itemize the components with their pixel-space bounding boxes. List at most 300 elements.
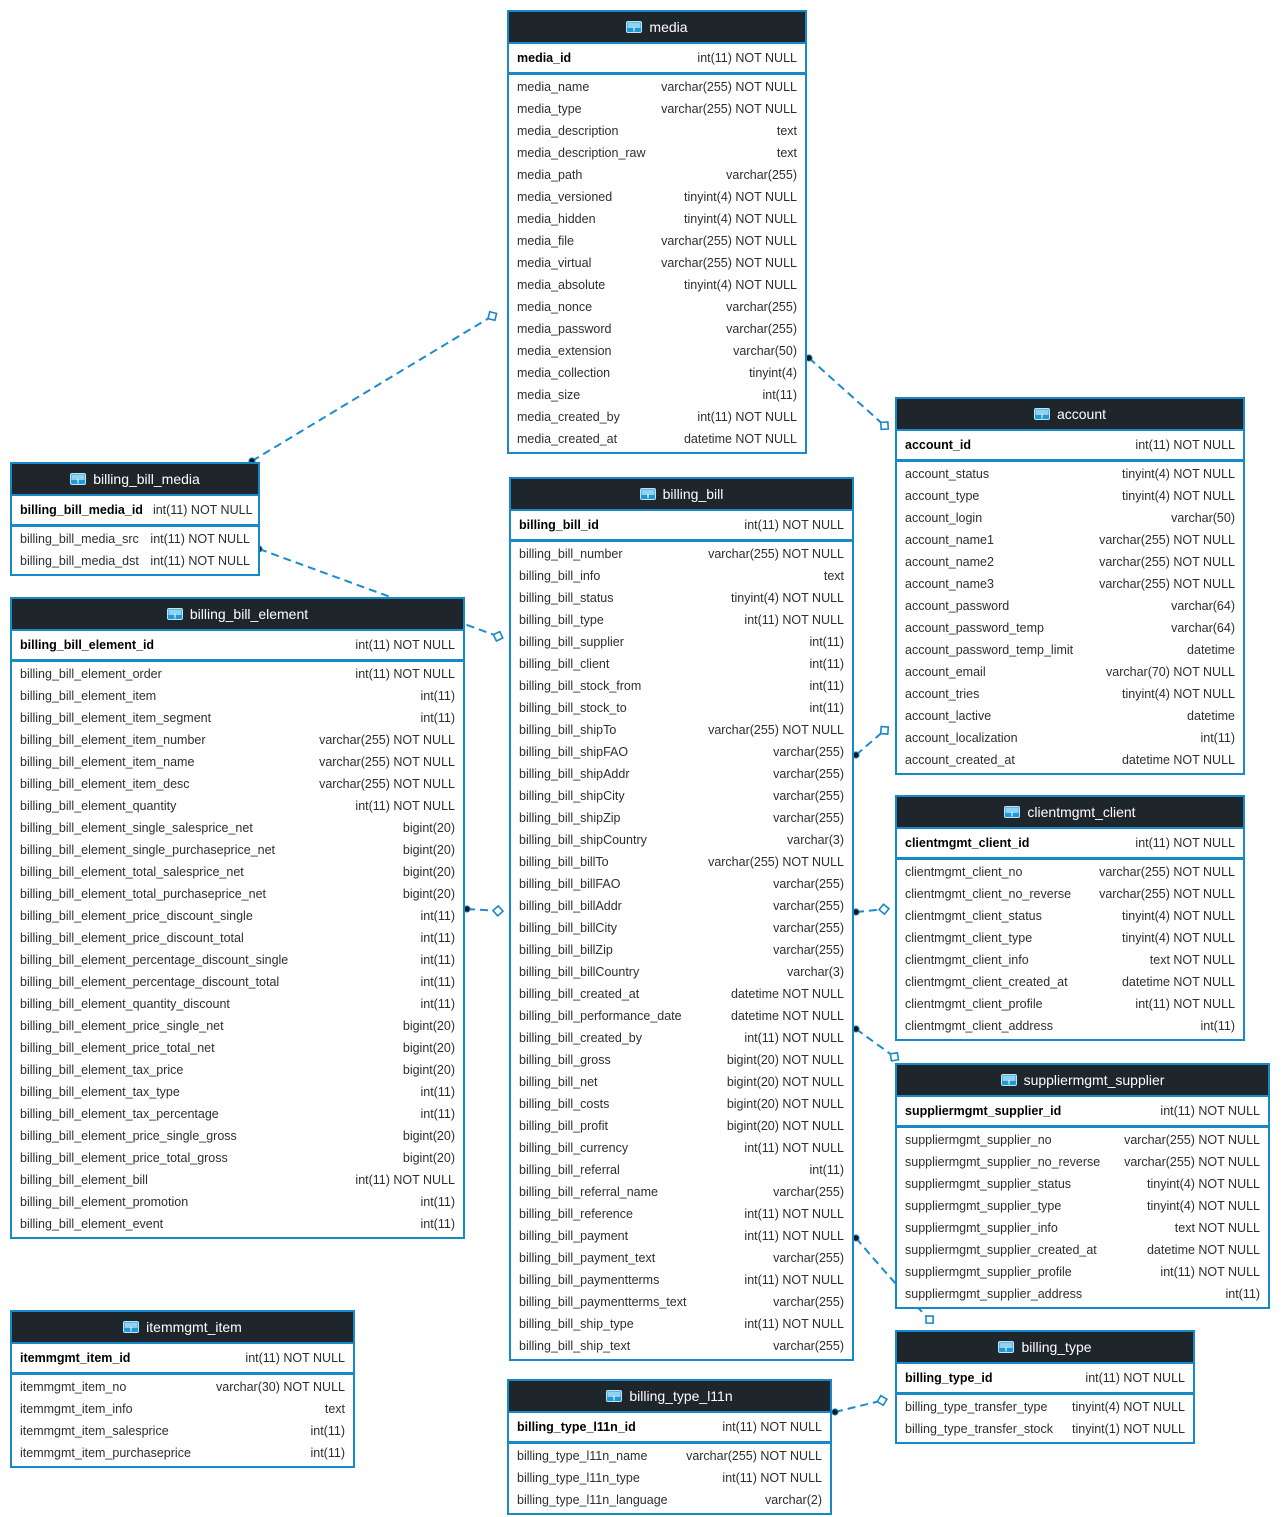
field-name: billing_bill_created_at [519,987,640,1001]
field-type: int(11) [809,657,844,671]
relation-billing_bill_element-billing_bill[interactable] [467,909,500,911]
field-row-clientmgmt_client_type[interactable] [897,927,1243,949]
field-type: int(11) NOT NULL [744,1141,844,1155]
pk-row-billing_type_id[interactable] [897,1364,1193,1395]
field-type: bigint(20) [402,843,455,857]
field-name: billing_bill_element_quantity [20,799,177,813]
field-type: varchar(64) [1171,621,1235,635]
field-type: int(11) NOT NULL [355,667,455,681]
field-row-account_password_temp_limit[interactable] [897,639,1243,661]
field-row-billing_bill_created_at[interactable] [511,983,852,1005]
field-name: billing_type_id [905,1371,993,1385]
field-name: billing_bill_element_price_discount_single [20,909,253,923]
field-name: account_tries [905,687,980,701]
field-row-billing_bill_billZip[interactable] [511,939,852,961]
field-row-account_email[interactable] [897,661,1243,683]
field-row-clientmgmt_client_created_at[interactable] [897,971,1243,993]
field-type: int(11) NOT NULL [744,613,844,627]
field-type: datetime NOT NULL [1146,1243,1260,1257]
field-type: varchar(255) NOT NULL [319,733,455,747]
field-row-media_description[interactable] [509,120,805,142]
field-row-media_password[interactable] [509,318,805,340]
field-row-account_login[interactable] [897,507,1243,529]
field-type: int(11) NOT NULL [245,1351,345,1365]
field-name: account_lactive [905,709,992,723]
table-header-billing_type[interactable] [897,1332,1193,1364]
table-icon [167,608,183,620]
field-name: billing_bill_element_item_desc [20,777,190,791]
field-name: billing_bill_shipFAO [519,745,629,759]
field-row-billing_bill_supplier[interactable] [511,631,852,653]
field-type: varchar(255) [726,300,797,314]
field-name: billing_bill_created_by [519,1031,642,1045]
field-name: suppliermgmt_supplier_info [905,1221,1058,1235]
field-name: billing_bill_status [519,591,614,605]
field-row-billing_bill_element_item_segment[interactable] [12,707,463,729]
field-type: bigint(20) NOT NULL [726,1053,844,1067]
field-row-billing_bill_shipCity[interactable] [511,785,852,807]
field-row-billing_type_transfer_type[interactable] [897,1396,1193,1418]
field-type: datetime NOT NULL [683,432,797,446]
field-row-clientmgmt_client_address[interactable] [897,1015,1243,1037]
field-row-suppliermgmt_supplier_address[interactable] [897,1283,1268,1305]
field-name: billing_bill_info [519,569,601,583]
field-name: account_name2 [905,555,994,569]
field-name: itemmgmt_item_info [20,1402,133,1416]
field-row-billing_bill_element_tax_type[interactable] [12,1081,463,1103]
field-row-billing_bill_client[interactable] [511,653,852,675]
field-name: billing_bill_billZip [519,943,613,957]
field-type: bigint(20) [402,865,455,879]
field-row-account_name1[interactable] [897,529,1243,551]
field-row-media_nonce[interactable] [509,296,805,318]
field-name: clientmgmt_client_info [905,953,1029,967]
field-name: media_extension [517,344,612,358]
field-row-billing_bill_media_src[interactable] [12,528,258,550]
field-name: billing_bill_element_total_salesprice_net [20,865,244,879]
field-row-billing_bill_element_price_single_net[interactable] [12,1015,463,1037]
pk-row-billing_bill_element_id[interactable] [12,631,463,662]
field-row-billing_bill_paymentterms_text[interactable] [511,1291,852,1313]
table-fields [511,542,852,1359]
field-row-billing_bill_stock_to[interactable] [511,697,852,719]
field-row-billing_bill_element_order[interactable] [12,663,463,685]
field-row-billing_bill_shipTo[interactable] [511,719,852,741]
field-name: billing_bill_id [519,518,599,532]
field-name: media_path [517,168,583,182]
field-type: text NOT NULL [1149,953,1235,967]
field-row-billing_bill_stock_from[interactable] [511,675,852,697]
field-type: varchar(255) [773,1295,844,1309]
field-row-media_collection[interactable] [509,362,805,384]
field-row-media_path[interactable] [509,164,805,186]
field-type: int(11) NOT NULL [150,554,250,568]
field-row-billing_bill_costs[interactable] [511,1093,852,1115]
field-type: bigint(20) NOT NULL [726,1119,844,1133]
table-header-billing_bill_element[interactable] [12,599,463,631]
field-name: billing_bill_element_tax_type [20,1085,180,1099]
field-row-suppliermgmt_supplier_profile[interactable] [897,1261,1268,1283]
field-name: media_created_at [517,432,618,446]
field-row-billing_bill_number[interactable] [511,543,852,565]
field-row-suppliermgmt_supplier_no[interactable] [897,1129,1268,1151]
pk-row-account_id[interactable] [897,431,1243,462]
field-row-billing_bill_type[interactable] [511,609,852,631]
field-row-billing_bill_element_total_salesprice_net[interactable] [12,861,463,883]
field-row-billing_bill_element_single_salesprice_net[interactable] [12,817,463,839]
field-type: varchar(255) NOT NULL [708,547,844,561]
field-row-media_created_at[interactable] [509,428,805,450]
field-type: int(11) NOT NULL [722,1471,822,1485]
field-type: varchar(255) NOT NULL [1099,887,1235,901]
table-header-billing_bill[interactable] [511,479,852,511]
field-row-suppliermgmt_supplier_created_at[interactable] [897,1239,1268,1261]
pk-row-itemmgmt_item_id[interactable] [12,1344,353,1375]
relation-billing_type_l11n-billing_type[interactable] [835,1400,884,1412]
field-row-billing_bill_payment_text[interactable] [511,1247,852,1269]
field-row-suppliermgmt_supplier_status[interactable] [897,1173,1268,1195]
field-row-clientmgmt_client_no_reverse[interactable] [897,883,1243,905]
field-row-account_name2[interactable] [897,551,1243,573]
field-row-itemmgmt_item_info[interactable] [12,1398,353,1420]
field-type: varchar(255) NOT NULL [319,777,455,791]
field-row-itemmgmt_item_purchaseprice[interactable] [12,1442,353,1464]
table-icon [606,1390,622,1402]
field-row-billing_bill_referral_name[interactable] [511,1181,852,1203]
field-name: billing_bill_shipAddr [519,767,630,781]
field-type: datetime [1187,643,1235,657]
field-type: varchar(255) NOT NULL [1099,555,1235,569]
field-row-billing_bill_billCity[interactable] [511,917,852,939]
field-name: clientmgmt_client_no_reverse [905,887,1072,901]
field-type: tinyint(4) [749,366,797,380]
field-type: tinyint(4) NOT NULL [684,190,797,204]
field-name: media_file [517,234,574,248]
field-type: varchar(50) [733,344,797,358]
field-type: varchar(255) NOT NULL [661,102,797,116]
field-row-billing_type_transfer_stock[interactable] [897,1418,1193,1440]
field-row-media_name[interactable] [509,76,805,98]
field-row-billing_bill_payment[interactable] [511,1225,852,1247]
field-row-media_versioned[interactable] [509,186,805,208]
field-row-media_description_raw[interactable] [509,142,805,164]
field-row-billing_bill_paymentterms[interactable] [511,1269,852,1291]
field-type: tinyint(4) NOT NULL [1072,1400,1185,1414]
field-row-media_virtual[interactable] [509,252,805,274]
field-row-billing_bill_billTo[interactable] [511,851,852,873]
field-name: account_email [905,665,986,679]
field-name: account_created_at [905,753,1015,767]
field-name: billing_bill_performance_date [519,1009,682,1023]
field-row-billing_bill_ship_type[interactable] [511,1313,852,1335]
pk-row-billing_bill_id[interactable] [511,511,852,542]
field-row-billing_bill_created_by[interactable] [511,1027,852,1049]
field-row-billing_bill_element_quantity_discount[interactable] [12,993,463,1015]
field-row-account_status[interactable] [897,463,1243,485]
table-suppliermgmt_supplier[interactable] [895,1063,1270,1309]
field-row-account_tries[interactable] [897,683,1243,705]
field-type: text [776,124,797,138]
field-row-media_extension[interactable] [509,340,805,362]
field-type: int(11) [420,711,455,725]
field-name: billing_bill_element_tax_percentage [20,1107,219,1121]
field-row-billing_bill_reference[interactable] [511,1203,852,1225]
pk-row-clientmgmt_client_id[interactable] [897,829,1243,860]
pk-row-billing_type_l11n_id[interactable] [509,1413,830,1444]
field-name: suppliermgmt_supplier_profile [905,1265,1072,1279]
field-type: int(11) NOT NULL [1135,836,1235,850]
field-name: billing_bill_type [519,613,604,627]
field-name: billing_bill_media_src [20,532,139,546]
field-name: billing_bill_shipTo [519,723,617,737]
field-row-billing_bill_media_dst[interactable] [12,550,258,572]
field-type: varchar(255) [773,1251,844,1265]
field-name: media_type [517,102,582,116]
field-row-billing_bill_element_bill[interactable] [12,1169,463,1191]
field-type: varchar(70) NOT NULL [1106,665,1235,679]
field-row-billing_bill_element_price_discount_total[interactable] [12,927,463,949]
field-type: int(11) NOT NULL [355,638,455,652]
table-billing_bill_element[interactable] [10,597,465,1239]
field-row-account_localization[interactable] [897,727,1243,749]
field-name: account_type [905,489,980,503]
field-row-billing_bill_element_item_number[interactable] [12,729,463,751]
field-row-account_password_temp[interactable] [897,617,1243,639]
relation-billing_bill_media-media[interactable] [252,315,494,461]
field-row-media_size[interactable] [509,384,805,406]
field-name: billing_bill_billTo [519,855,609,869]
field-row-billing_bill_shipZip[interactable] [511,807,852,829]
table-title: billing_bill_media [93,471,200,487]
field-name: account_login [905,511,983,525]
field-row-billing_bill_element_price_single_gross[interactable] [12,1125,463,1147]
field-row-suppliermgmt_supplier_info[interactable] [897,1217,1268,1239]
field-row-billing_bill_referral[interactable] [511,1159,852,1181]
field-name: account_status [905,467,990,481]
field-name: media_virtual [517,256,592,270]
field-row-billing_bill_element_event[interactable] [12,1213,463,1235]
field-name: account_name1 [905,533,994,547]
field-row-billing_bill_element_tax_percentage[interactable] [12,1103,463,1125]
field-row-billing_bill_element_quantity[interactable] [12,795,463,817]
field-type: int(11) [809,1163,844,1177]
field-row-billing_bill_status[interactable] [511,587,852,609]
field-name: media_versioned [517,190,613,204]
field-row-billing_bill_gross[interactable] [511,1049,852,1071]
field-row-billing_bill_billFAO[interactable] [511,873,852,895]
field-row-account_type[interactable] [897,485,1243,507]
table-title: billing_bill_element [189,606,309,622]
field-row-clientmgmt_client_info[interactable] [897,949,1243,971]
field-row-billing_bill_performance_date[interactable] [511,1005,852,1027]
field-type: varchar(255) [773,1339,844,1353]
field-row-billing_bill_element_tax_price[interactable] [12,1059,463,1081]
field-name: billing_bill_shipZip [519,811,621,825]
field-name: account_password_temp [905,621,1044,635]
field-name: billing_type_l11n_type [517,1471,640,1485]
field-type: int(11) [310,1446,345,1460]
field-row-media_created_by[interactable] [509,406,805,428]
field-name: billing_bill_payment_text [519,1251,656,1265]
table-billing_type[interactable] [895,1330,1195,1444]
table-header-media[interactable] [509,12,805,44]
relation-billing_bill-suppliermgmt_supplier[interactable] [856,1029,896,1058]
relation-billing_bill-clientmgmt_client[interactable] [856,909,886,912]
field-type: varchar(255) [773,767,844,781]
field-type: varchar(255) [773,899,844,913]
field-type: varchar(255) [773,745,844,759]
table-icon [626,21,642,33]
relation-media-account[interactable] [809,358,886,427]
field-type: int(11) NOT NULL [1085,1371,1185,1385]
table-itemmgmt_item[interactable] [10,1310,355,1468]
field-name: account_password [905,599,1010,613]
field-row-billing_bill_element_single_purchaseprice_net[interactable] [12,839,463,861]
field-row-billing_bill_element_percentage_discount_total[interactable] [12,971,463,993]
field-row-billing_bill_element_price_total_net[interactable] [12,1037,463,1059]
field-row-billing_type_l11n_name[interactable] [509,1445,830,1467]
field-row-billing_bill_element_promotion[interactable] [12,1191,463,1213]
field-name: billing_bill_shipCity [519,789,625,803]
table-header-billing_type_l11n[interactable] [509,1381,830,1413]
table-icon [640,488,656,500]
field-name: media_name [517,80,590,94]
field-row-media_file[interactable] [509,230,805,252]
table-media[interactable] [507,10,807,454]
field-type: tinyint(4) NOT NULL [731,591,844,605]
field-row-billing_bill_billAddr[interactable] [511,895,852,917]
field-row-billing_bill_info[interactable] [511,565,852,587]
field-row-billing_bill_shipAddr[interactable] [511,763,852,785]
field-row-media_hidden[interactable] [509,208,805,230]
field-name: billing_bill_element_item_number [20,733,206,747]
field-row-billing_bill_profit[interactable] [511,1115,852,1137]
table-title: media [649,19,688,35]
table-clientmgmt_client[interactable] [895,795,1245,1041]
field-name: clientmgmt_client_address [905,1019,1053,1033]
field-name: billing_bill_client [519,657,610,671]
field-name: billing_bill_element_price_total_net [20,1041,215,1055]
field-type: int(11) NOT NULL [697,410,797,424]
field-row-itemmgmt_item_salesprice[interactable] [12,1420,353,1442]
field-name: media_id [517,51,572,65]
field-row-billing_bill_element_price_total_gross[interactable] [12,1147,463,1169]
table-header-billing_bill_media[interactable] [12,464,258,496]
field-row-clientmgmt_client_status[interactable] [897,905,1243,927]
field-row-billing_bill_currency[interactable] [511,1137,852,1159]
field-type: int(11) NOT NULL [744,1273,844,1287]
field-name: billing_bill_stock_to [519,701,627,715]
field-row-billing_bill_shipFAO[interactable] [511,741,852,763]
field-name: billing_bill_element_promotion [20,1195,189,1209]
pk-row-suppliermgmt_supplier_id[interactable] [897,1097,1268,1128]
field-type: varchar(3) [787,833,844,847]
field-name: itemmgmt_item_salesprice [20,1424,169,1438]
field-row-media_type[interactable] [509,98,805,120]
table-title: billing_bill [662,486,724,502]
field-type: varchar(255) NOT NULL [661,80,797,94]
field-row-account_name3[interactable] [897,573,1243,595]
field-row-billing_bill_shipCountry[interactable] [511,829,852,851]
field-row-billing_bill_net[interactable] [511,1071,852,1093]
field-row-billing_bill_element_item[interactable] [12,685,463,707]
field-type: int(11) [420,1195,455,1209]
field-row-suppliermgmt_supplier_type[interactable] [897,1195,1268,1217]
field-row-billing_bill_element_price_discount_single[interactable] [12,905,463,927]
field-type: varchar(255) NOT NULL [686,1449,822,1463]
field-row-billing_bill_element_item_name[interactable] [12,751,463,773]
field-name: billing_bill_reference [519,1207,633,1221]
field-name: media_absolute [517,278,606,292]
field-row-account_lactive[interactable] [897,705,1243,727]
table-account[interactable] [895,397,1245,775]
field-name: billing_bill_element_item [20,689,157,703]
field-name: clientmgmt_client_profile [905,997,1043,1011]
field-type: varchar(255) NOT NULL [708,855,844,869]
table-billing_bill[interactable] [509,477,854,1361]
table-billing_bill_media[interactable] [10,462,260,576]
field-row-itemmgmt_item_no[interactable] [12,1376,353,1398]
field-name: billing_bill_element_quantity_discount [20,997,230,1011]
field-type: int(11) [809,679,844,693]
field-row-media_absolute[interactable] [509,274,805,296]
field-type: datetime NOT NULL [730,1009,844,1023]
field-row-suppliermgmt_supplier_no_reverse[interactable] [897,1151,1268,1173]
field-row-account_password[interactable] [897,595,1243,617]
field-type: int(11) NOT NULL [744,518,844,532]
field-row-billing_type_l11n_type[interactable] [509,1467,830,1489]
field-row-billing_bill_element_total_purchaseprice_net[interactable] [12,883,463,905]
field-row-clientmgmt_client_profile[interactable] [897,993,1243,1015]
field-row-billing_bill_element_item_desc[interactable] [12,773,463,795]
table-header-clientmgmt_client[interactable] [897,797,1243,829]
field-type: int(11) [420,909,455,923]
table-fields [509,1444,830,1513]
table-title: suppliermgmt_supplier [1023,1072,1165,1088]
field-name: clientmgmt_client_no [905,865,1023,879]
table-header-account[interactable] [897,399,1243,431]
field-type: datetime NOT NULL [1121,975,1235,989]
table-icon [1001,1074,1017,1086]
field-row-billing_type_l11n_language[interactable] [509,1489,830,1511]
field-type: tinyint(4) NOT NULL [684,278,797,292]
field-name: billing_bill_referral [519,1163,620,1177]
field-row-billing_bill_ship_text[interactable] [511,1335,852,1357]
field-row-account_created_at[interactable] [897,749,1243,771]
table-header-suppliermgmt_supplier[interactable] [897,1065,1268,1097]
field-name: billing_bill_payment [519,1229,629,1243]
field-type: int(11) [420,1217,455,1231]
field-name: itemmgmt_item_purchaseprice [20,1446,191,1460]
field-row-billing_bill_element_percentage_discount_single[interactable] [12,949,463,971]
field-type: int(11) NOT NULL [744,1317,844,1331]
table-billing_type_l11n[interactable] [507,1379,832,1515]
pk-row-media_id[interactable] [509,44,805,75]
pk-row-billing_bill_media_id[interactable] [12,496,258,527]
relation-billing_bill-account[interactable] [856,729,886,755]
field-type: int(11) NOT NULL [1160,1265,1260,1279]
table-header-itemmgmt_item[interactable] [12,1312,353,1344]
field-name: media_password [517,322,612,336]
field-name: billing_bill_gross [519,1053,611,1067]
table-icon [1004,806,1020,818]
field-name: account_localization [905,731,1018,745]
field-type: varchar(50) [1171,511,1235,525]
field-type: varchar(255) NOT NULL [1099,533,1235,547]
field-row-clientmgmt_client_no[interactable] [897,861,1243,883]
field-type: int(11) NOT NULL [744,1229,844,1243]
field-row-billing_bill_billCountry[interactable] [511,961,852,983]
